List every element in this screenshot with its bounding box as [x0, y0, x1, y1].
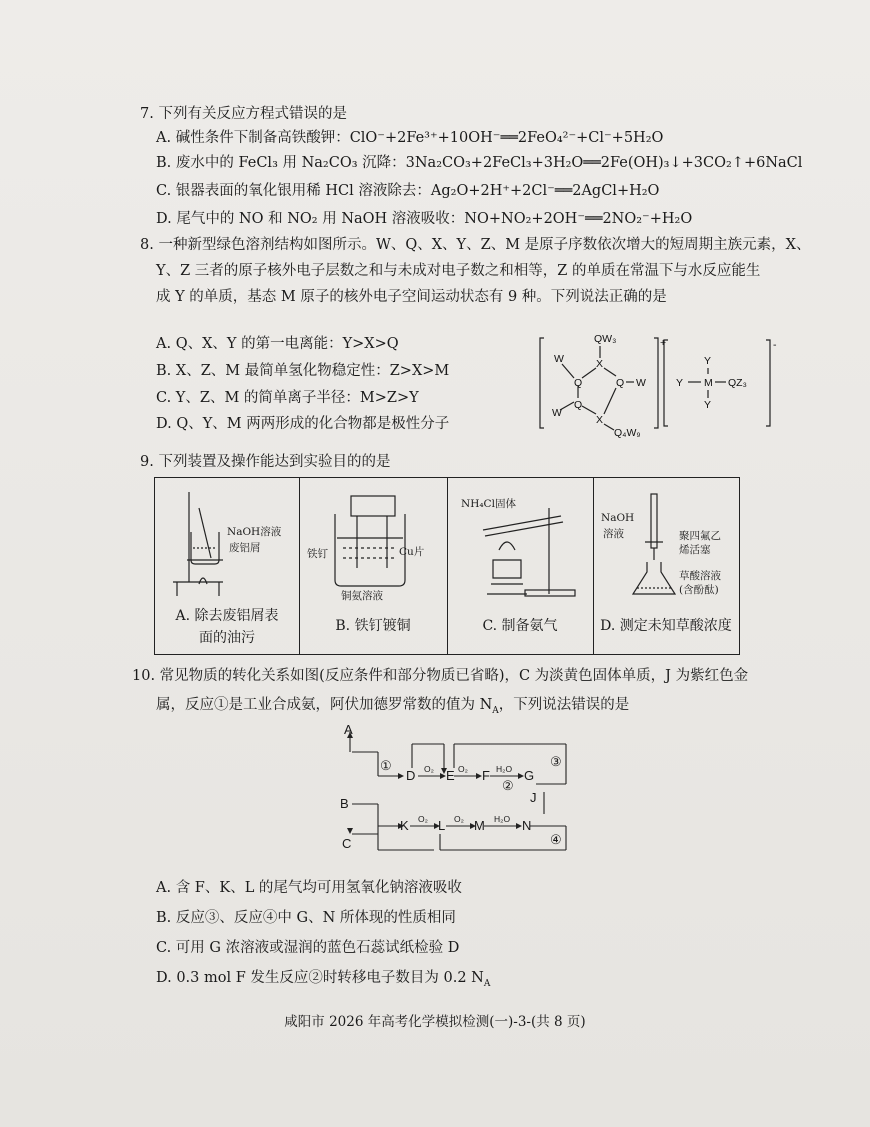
struct-y3: Y	[704, 399, 712, 411]
struct-w3: W	[552, 407, 562, 419]
q9-cell-a	[155, 478, 300, 654]
node-d: D	[406, 768, 416, 783]
struct-m: M	[704, 377, 713, 389]
q8-structure-diagram	[530, 318, 780, 438]
page-footer: 咸阳市 2026 年高考化学模拟检测(一)-3-(共 8 页)	[284, 1014, 586, 1030]
q10-option-d-sub: A	[483, 978, 491, 989]
q9-cell-b	[299, 478, 448, 654]
q10-transformation-diagram	[330, 722, 580, 862]
reaction-4: ④	[550, 832, 562, 847]
q7-stem: 7. 下列有关反应方程式错误的是	[140, 106, 347, 122]
label-oxalic-line1: 草酸溶液	[679, 570, 721, 582]
label-copper-ammonia-solution: 铜氨溶液	[341, 590, 383, 602]
q10-option-c: C. 可用 G 浓溶液或湿润的蓝色石蕊试纸检验 D	[156, 940, 460, 956]
q9-caption-b: B. 铁钉镀铜	[335, 618, 411, 634]
node-j: J	[530, 790, 537, 805]
node-c: C	[342, 836, 352, 851]
struct-y1: Y	[704, 355, 712, 367]
q10-stem-line2-end: ，下列说法错误的是	[498, 697, 630, 713]
struct-q4w9: Q₄W₉	[614, 427, 641, 438]
reagent-h2o-fg: H₂O	[496, 764, 513, 774]
reaction-1: ①	[380, 758, 392, 773]
reagent-h2o-mn: H₂O	[494, 814, 511, 824]
q9-caption-d: D. 测定未知草酸浓度	[600, 618, 732, 634]
q10-option-a: A. 含 F、K、L 的尾气均可用氢氧化钠溶液吸收	[156, 880, 462, 896]
struct-q2: Q	[616, 377, 625, 389]
struct-y2: Y	[676, 377, 684, 389]
q8-option-c: C. Y、Z、M 的简单离子半径：M>Z>Y	[156, 390, 419, 406]
label-nh4cl-solid: NH₄Cl固体	[461, 498, 516, 510]
q10-stem-na-sub: A	[492, 705, 499, 716]
struct-x2: X	[596, 414, 604, 426]
node-b: B	[340, 796, 349, 811]
node-l: L	[438, 818, 446, 833]
reaction-3: ③	[550, 754, 562, 769]
label-naoh-d-line2: 溶液	[603, 528, 624, 540]
q9-caption-a-line2: 面的油污	[199, 630, 255, 646]
q10-diagram-lines	[330, 722, 580, 862]
q9-cell-d	[593, 478, 739, 654]
q8-option-b: B. X、Z、M 最简单氢化物稳定性：Z>X>M	[156, 363, 450, 379]
q8-option-a: A. Q、X、Y 的第一电离能：Y>X>Q	[156, 336, 399, 352]
q7-option-a: A. 碱性条件下制备高铁酸钾：ClO⁻+2Fe³⁺+10OH⁻══2FeO₄²⁻+Cl⁻+5H₂O	[156, 130, 664, 146]
struct-plus: +	[660, 337, 667, 349]
q10-option-d-text: D. 0.3 mol F 发生反应②时转移电子数目为 0.2 N	[156, 970, 484, 986]
struct-w1: W	[554, 353, 564, 365]
label-cu-plate: Cu片	[399, 546, 425, 558]
apparatus-b-icon	[327, 492, 417, 592]
node-f: F	[482, 768, 490, 783]
node-a: A	[344, 722, 353, 737]
label-naoh-solution-a: NaOH溶液	[227, 526, 282, 538]
label-ptfe-line1: 聚四氟乙	[679, 530, 721, 542]
q8-stem-line3: 成 Y 的单质，基态 M 原子的核外电子空间运动状态有 9 种。下列说法正确的是	[156, 289, 667, 305]
label-waste-al: 废铝屑	[229, 542, 261, 554]
label-ptfe-line2: 烯活塞	[679, 544, 711, 556]
q9-caption-c: C. 制备氨气	[482, 618, 558, 634]
apparatus-d-icon	[627, 492, 687, 602]
q8-stem-line2: Y、Z 三者的原子核外电子层数之和与未成对电子数之和相等，Z 的单质在常温下与水反应能生	[156, 263, 761, 279]
q9-apparatus-table	[154, 477, 740, 655]
struct-qw3: QW₃	[594, 333, 617, 345]
node-n: N	[522, 818, 532, 833]
q8-option-d: D. Q、Y、M 两两形成的化合物都是极性分子	[156, 416, 450, 432]
q10-option-b: B. 反应③、反应④中 G、N 所体现的性质相同	[156, 910, 456, 926]
reagent-o2-de: O₂	[424, 764, 434, 774]
q10-option-d	[156, 968, 490, 994]
node-m: M	[474, 818, 485, 833]
struct-minus: -	[773, 339, 777, 351]
q9-stem: 9. 下列装置及操作能达到实验目的的是	[140, 454, 391, 470]
reagent-o2-lm: O₂	[454, 814, 464, 824]
reaction-2: ②	[502, 778, 514, 793]
q10-stem-line2-text: 属，反应①是工业合成氨，阿伏加德罗常数的值为 N	[156, 697, 493, 713]
label-iron-nail: 铁钉	[307, 548, 328, 560]
node-e: E	[446, 768, 455, 783]
q7-option-d: D. 尾气中的 NO 和 NO₂ 用 NaOH 溶液吸收：NO+NO₂+2OH⁻══2NO₂⁻+H₂O	[156, 211, 693, 227]
label-naoh-d-line1: NaOH	[601, 512, 635, 524]
struct-x1: X	[596, 358, 604, 370]
reagent-o2-kl: O₂	[418, 814, 428, 824]
q7-option-c: C. 银器表面的氧化银用稀 HCl 溶液除去：Ag₂O+2H⁺+2Cl⁻══2AgCl+H₂O	[156, 183, 660, 199]
q7-option-b: B. 废水中的 FeCl₃ 用 Na₂CO₃ 沉降：3Na₂CO₃+2FeCl₃+3H₂O══2Fe(OH)₃↓+3CO₂↑+6NaCl	[156, 155, 803, 171]
reagent-o2-ef: O₂	[458, 764, 468, 774]
label-oxalic-line2: (含酚酞)	[679, 584, 719, 596]
struct-qz3: QZ₃	[728, 377, 747, 389]
node-g: G	[524, 768, 535, 783]
struct-q3: Q	[574, 399, 583, 411]
struct-w2: W	[636, 377, 646, 389]
q8-stem-line1: 8. 一种新型绿色溶剂结构如图所示。W、Q、X、Y、Z、M 是原子序数依次增大的短周期主族元素，X、	[140, 237, 811, 253]
q9-cell-c	[447, 478, 594, 654]
node-k: K	[400, 818, 409, 833]
q10-stem-line1: 10. 常见物质的转化关系如图(反应条件和部分物质已省略)，C 为淡黄色固体单质，J 为紫红色金	[132, 668, 749, 684]
struct-q1: Q	[574, 377, 583, 389]
apparatus-c-icon	[469, 502, 579, 602]
q9-caption-a-line1: A. 除去废铝屑表	[175, 608, 279, 624]
q10-stem-line2	[156, 695, 629, 721]
